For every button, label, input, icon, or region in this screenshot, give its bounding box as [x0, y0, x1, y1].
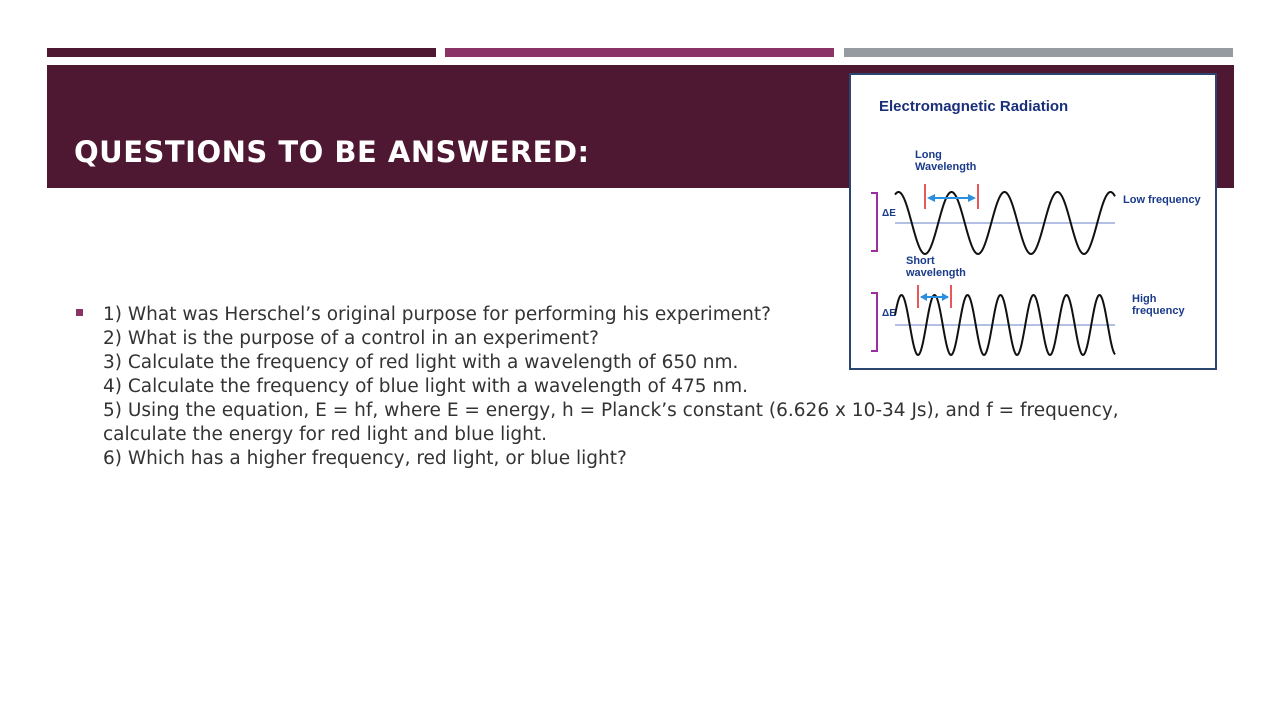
- label-high-frequency: High frequency: [1132, 293, 1185, 317]
- bracket-top: [871, 193, 877, 251]
- em-radiation-figure: [849, 73, 1217, 370]
- question-5: 5) Using the equation, E = hf, where E = energy, h = Planck’s constant (6.626 x 10-34 Js), and f = frequency, calculate the energy for red light and blue light.: [103, 400, 1119, 445]
- figure-title: Electromagnetic Radiation: [879, 98, 1069, 115]
- arrow-long-wavelength: [927, 194, 976, 202]
- question-6: 6) Which has a higher frequency, red light, or blue light?: [103, 448, 627, 469]
- label-delta-e-top: ΔE: [882, 208, 896, 219]
- accent-bar-magenta: [445, 48, 834, 57]
- slide-title: QUESTIONS TO BE ANSWERED:: [74, 135, 590, 169]
- accent-bar-dark: [47, 48, 436, 57]
- question-2: 2) What is the purpose of a control in an experiment?: [103, 328, 599, 349]
- question-4: 4) Calculate the frequency of blue light with a wavelength of 475 nm.: [103, 376, 749, 397]
- label-low-frequency: Low frequency: [1123, 194, 1201, 206]
- bullet-square-icon: [76, 309, 83, 316]
- label-long-wavelength: Long Wavelength: [915, 149, 977, 173]
- label-delta-e-bottom: ΔE: [882, 308, 896, 319]
- question-1: 1) What was Herschel’s original purpose for performing his experiment?: [103, 304, 771, 325]
- bracket-bottom: [871, 293, 877, 351]
- label-short-wavelength: Short wavelength: [906, 255, 966, 279]
- em-wave-diagram: [851, 75, 1219, 372]
- accent-bar-gray: [844, 48, 1233, 57]
- question-3: 3) Calculate the frequency of red light with a wavelength of 650 nm.: [103, 352, 739, 373]
